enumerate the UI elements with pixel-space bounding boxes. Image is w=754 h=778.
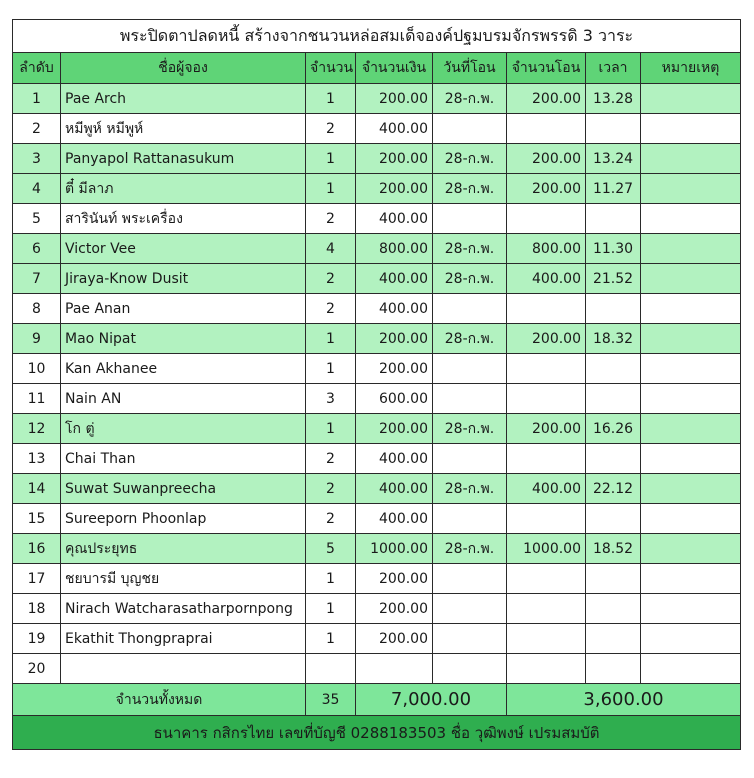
- cell-amount: 400.00: [356, 444, 433, 474]
- header-no: ลำดับ: [13, 53, 61, 84]
- cell-qty: 1: [306, 414, 356, 444]
- cell-note: [641, 234, 741, 264]
- cell-note: [641, 114, 741, 144]
- table-row: [13, 414, 741, 444]
- cell-no: 12: [13, 414, 61, 444]
- table-row: [13, 204, 741, 234]
- cell-date: 28-ก.พ.: [433, 414, 507, 444]
- table-row: [13, 474, 741, 504]
- cell-time: [586, 444, 641, 474]
- cell-transfer: 800.00: [507, 234, 586, 264]
- cell-time: [586, 564, 641, 594]
- cell-no: 15: [13, 504, 61, 534]
- cell-qty: 1: [306, 564, 356, 594]
- cell-name: Suwat Suwanpreecha: [61, 474, 306, 504]
- sheet-title: พระปิดตาปลดหนี้ สร้างจากชนวนหล่อสมเด็จองค์ปฐมบรมจักรพรรดิ 3 วาระ: [13, 20, 741, 53]
- cell-time: 13.28: [586, 84, 641, 114]
- cell-qty: 1: [306, 354, 356, 384]
- cell-time: 18.52: [586, 534, 641, 564]
- cell-note: [641, 384, 741, 414]
- cell-no: 4: [13, 174, 61, 204]
- cell-qty: 4: [306, 234, 356, 264]
- cell-transfer: 400.00: [507, 264, 586, 294]
- cell-name: Pae Arch: [61, 84, 306, 114]
- cell-no: 16: [13, 534, 61, 564]
- cell-note: [641, 654, 741, 684]
- cell-amount: 200.00: [356, 624, 433, 654]
- cell-amount: 200.00: [356, 174, 433, 204]
- cell-time: 21.52: [586, 264, 641, 294]
- cell-transfer: [507, 624, 586, 654]
- cell-transfer: [507, 654, 586, 684]
- table-row: [13, 144, 741, 174]
- table-row: [13, 384, 741, 414]
- cell-name: ตี๋ มีลาภ: [61, 174, 306, 204]
- header-date: วันที่โอน: [433, 53, 507, 84]
- cell-amount: [356, 654, 433, 684]
- table-row: [13, 354, 741, 384]
- cell-transfer: [507, 204, 586, 234]
- table-row: [13, 504, 741, 534]
- cell-no: 11: [13, 384, 61, 414]
- table-row: [13, 264, 741, 294]
- cell-date: 28-ก.พ.: [433, 324, 507, 354]
- table-row: [13, 294, 741, 324]
- cell-note: [641, 174, 741, 204]
- cell-qty: 2: [306, 264, 356, 294]
- cell-note: [641, 144, 741, 174]
- total-row: [13, 684, 741, 716]
- cell-name: Nain AN: [61, 384, 306, 414]
- cell-name: Chai Than: [61, 444, 306, 474]
- cell-time: [586, 354, 641, 384]
- table-row: [13, 84, 741, 114]
- cell-amount: 200.00: [356, 144, 433, 174]
- cell-qty: 1: [306, 624, 356, 654]
- cell-time: 22.12: [586, 474, 641, 504]
- total-label: จำนวนทั้งหมด: [13, 684, 306, 716]
- cell-qty: 1: [306, 144, 356, 174]
- cell-date: [433, 114, 507, 144]
- table-row: [13, 234, 741, 264]
- cell-qty: 2: [306, 114, 356, 144]
- total-transfer: 3,600.00: [507, 684, 741, 716]
- cell-qty: 2: [306, 204, 356, 234]
- cell-qty: 2: [306, 444, 356, 474]
- cell-date: [433, 444, 507, 474]
- header-time: เวลา: [586, 53, 641, 84]
- cell-no: 6: [13, 234, 61, 264]
- cell-name: สารินันท์ พระเครื่อง: [61, 204, 306, 234]
- cell-time: [586, 504, 641, 534]
- cell-time: 11.27: [586, 174, 641, 204]
- header-row: [13, 53, 741, 84]
- cell-note: [641, 564, 741, 594]
- header-name: ชื่อผู้จอง: [61, 53, 306, 84]
- cell-note: [641, 324, 741, 354]
- cell-amount: 400.00: [356, 204, 433, 234]
- cell-amount: 400.00: [356, 504, 433, 534]
- cell-qty: 2: [306, 294, 356, 324]
- cell-no: 8: [13, 294, 61, 324]
- cell-amount: 400.00: [356, 474, 433, 504]
- cell-no: 18: [13, 594, 61, 624]
- cell-date: 28-ก.พ.: [433, 234, 507, 264]
- cell-time: [586, 294, 641, 324]
- cell-amount: 400.00: [356, 114, 433, 144]
- cell-no: 3: [13, 144, 61, 174]
- cell-note: [641, 534, 741, 564]
- table-row: [13, 564, 741, 594]
- cell-transfer: 200.00: [507, 324, 586, 354]
- cell-amount: 400.00: [356, 294, 433, 324]
- cell-transfer: 200.00: [507, 84, 586, 114]
- cell-no: 7: [13, 264, 61, 294]
- cell-time: 18.32: [586, 324, 641, 354]
- cell-name: โก ตู่: [61, 414, 306, 444]
- bank-info: ธนาคาร กสิกรไทย เลขที่บัญชี 0288183503 ชื่อ วุฒิพงษ์ เปรมสมบัติ: [13, 716, 741, 750]
- cell-date: [433, 624, 507, 654]
- cell-date: [433, 594, 507, 624]
- cell-date: [433, 504, 507, 534]
- cell-no: 14: [13, 474, 61, 504]
- cell-date: [433, 564, 507, 594]
- table-row: [13, 534, 741, 564]
- cell-qty: 1: [306, 594, 356, 624]
- cell-note: [641, 624, 741, 654]
- table-row: [13, 444, 741, 474]
- cell-date: 28-ก.พ.: [433, 534, 507, 564]
- cell-no: 19: [13, 624, 61, 654]
- cell-time: 16.26: [586, 414, 641, 444]
- total-amount: 7,000.00: [356, 684, 507, 716]
- cell-amount: 200.00: [356, 414, 433, 444]
- cell-transfer: [507, 354, 586, 384]
- cell-note: [641, 354, 741, 384]
- cell-time: 11.30: [586, 234, 641, 264]
- cell-no: 1: [13, 84, 61, 114]
- cell-name: หมีพูห์ หมีพูห์: [61, 114, 306, 144]
- table-row: [13, 624, 741, 654]
- cell-date: [433, 654, 507, 684]
- cell-qty: [306, 654, 356, 684]
- cell-amount: 200.00: [356, 564, 433, 594]
- cell-transfer: [507, 594, 586, 624]
- table-row: [13, 324, 741, 354]
- cell-name: คุณประยุทธ: [61, 534, 306, 564]
- cell-note: [641, 204, 741, 234]
- cell-name: Nirach Watcharasatharpornpong: [61, 594, 306, 624]
- cell-transfer: 200.00: [507, 414, 586, 444]
- cell-note: [641, 504, 741, 534]
- cell-time: 13.24: [586, 144, 641, 174]
- table-row: [13, 654, 741, 684]
- cell-name: Pae Anan: [61, 294, 306, 324]
- cell-name: Jiraya-Know Dusit: [61, 264, 306, 294]
- cell-transfer: 200.00: [507, 174, 586, 204]
- cell-qty: 2: [306, 504, 356, 534]
- cell-no: 10: [13, 354, 61, 384]
- cell-note: [641, 264, 741, 294]
- cell-name: Victor Vee: [61, 234, 306, 264]
- cell-date: 28-ก.พ.: [433, 264, 507, 294]
- cell-time: [586, 594, 641, 624]
- cell-transfer: 400.00: [507, 474, 586, 504]
- cell-note: [641, 84, 741, 114]
- cell-qty: 5: [306, 534, 356, 564]
- cell-amount: 400.00: [356, 264, 433, 294]
- cell-no: 5: [13, 204, 61, 234]
- cell-qty: 1: [306, 174, 356, 204]
- cell-amount: 200.00: [356, 594, 433, 624]
- cell-qty: 2: [306, 474, 356, 504]
- cell-date: 28-ก.พ.: [433, 174, 507, 204]
- header-amount: จำนวนเงิน: [356, 53, 433, 84]
- cell-amount: 1000.00: [356, 534, 433, 564]
- cell-transfer: 200.00: [507, 144, 586, 174]
- cell-qty: 1: [306, 84, 356, 114]
- cell-date: [433, 294, 507, 324]
- cell-no: 20: [13, 654, 61, 684]
- cell-name: Kan Akhanee: [61, 354, 306, 384]
- table-body: [13, 84, 741, 684]
- cell-name: Sureeporn Phoonlap: [61, 504, 306, 534]
- cell-qty: 3: [306, 384, 356, 414]
- cell-date: 28-ก.พ.: [433, 474, 507, 504]
- cell-transfer: [507, 384, 586, 414]
- cell-amount: 600.00: [356, 384, 433, 414]
- table-row: [13, 114, 741, 144]
- total-qty: 35: [306, 684, 356, 716]
- table-row: [13, 594, 741, 624]
- cell-name: ชยบารมี บุญชย: [61, 564, 306, 594]
- cell-note: [641, 414, 741, 444]
- cell-no: 9: [13, 324, 61, 354]
- cell-transfer: [507, 504, 586, 534]
- bank-row: [13, 716, 741, 750]
- cell-note: [641, 594, 741, 624]
- cell-time: [586, 204, 641, 234]
- cell-note: [641, 444, 741, 474]
- cell-time: [586, 654, 641, 684]
- header-qty: จำนวน: [306, 53, 356, 84]
- cell-transfer: [507, 564, 586, 594]
- cell-time: [586, 624, 641, 654]
- table-row: [13, 174, 741, 204]
- cell-date: [433, 384, 507, 414]
- cell-name: [61, 654, 306, 684]
- cell-note: [641, 294, 741, 324]
- cell-name: Ekathit Thongpraprai: [61, 624, 306, 654]
- booking-table: [12, 19, 741, 750]
- cell-amount: 200.00: [356, 354, 433, 384]
- cell-qty: 1: [306, 324, 356, 354]
- cell-amount: 200.00: [356, 324, 433, 354]
- cell-transfer: 1000.00: [507, 534, 586, 564]
- cell-no: 17: [13, 564, 61, 594]
- header-note: หมายเหตุ: [641, 53, 741, 84]
- cell-amount: 800.00: [356, 234, 433, 264]
- cell-transfer: [507, 114, 586, 144]
- cell-name: Mao Nipat: [61, 324, 306, 354]
- cell-note: [641, 474, 741, 504]
- cell-no: 2: [13, 114, 61, 144]
- header-transfer: จำนวนโอน: [507, 53, 586, 84]
- cell-date: [433, 354, 507, 384]
- title-row: [13, 20, 741, 53]
- cell-transfer: [507, 444, 586, 474]
- cell-date: 28-ก.พ.: [433, 84, 507, 114]
- cell-amount: 200.00: [356, 84, 433, 114]
- cell-no: 13: [13, 444, 61, 474]
- cell-name: Panyapol Rattanasukum: [61, 144, 306, 174]
- cell-time: [586, 114, 641, 144]
- cell-date: 28-ก.พ.: [433, 144, 507, 174]
- cell-time: [586, 384, 641, 414]
- cell-date: [433, 204, 507, 234]
- cell-transfer: [507, 294, 586, 324]
